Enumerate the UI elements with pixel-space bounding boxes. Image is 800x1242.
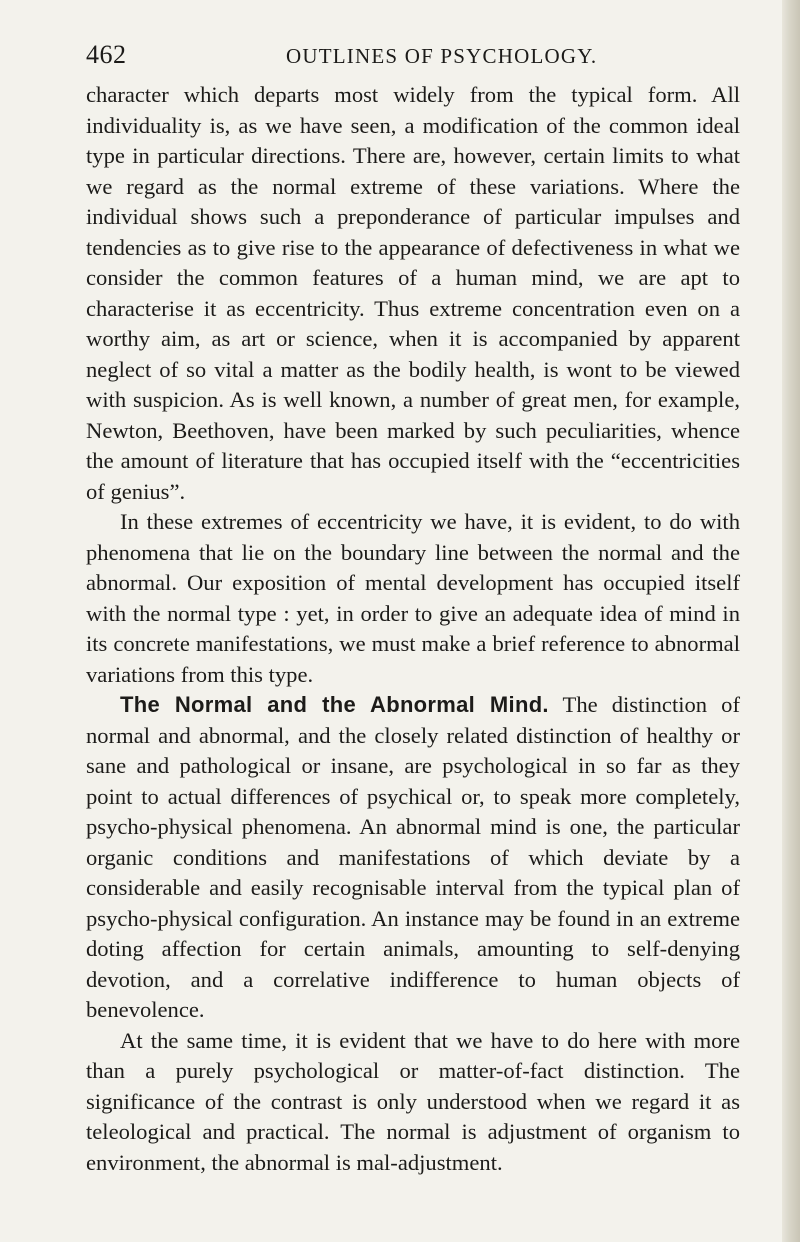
running-head: OUTLINES OF PSYCHOLOGY. [286,44,598,68]
section-heading: The Normal and the Abnormal Mind. [120,692,549,717]
page-number: 462 [86,40,127,69]
paragraph-eccentricity: character which departs most widely from the typical form. All individuality is, as we have seen, a modification of the common ideal type in particular directions. There are, however, certain limits to what we regard as the normal extreme of these variations. Where the individual shows such a preponderance of particular impulses and tendencies as to give rise to the appearance of defectiveness in what we consider the common features of a human mind, we are apt to characterise it as eccentricity. Thus extreme concentration even on a worthy aim, as art or science, when it is accompanied by apparent neglect of so vital a matter as the bodily health, is wont to be viewed with suspicion. As is well known, a number of great men, for example, Newton, Beethoven, have been marked by such peculiarities, whence the amount of literature that has occupied itself with the “eccentricities of genius”. [86,82,740,504]
paragraph-normal-abnormal-text: The distinction of normal and abnormal, and the closely related distinction of healthy or sane and pathological or insane, are psychological in so far as they point to actual differences of psychical or, to speak more completely, psycho-physical phenomena. An abnormal mind is one, the particular organic conditions and manifestations of which deviate by a considerable and easily recognisable interval from the typical plan of psycho-physical configuration. An instance may be found in an extreme doting affection for certain animals, amounting to self-denying devotion, and a correlative indifference to human objects of benevolence. [86,692,740,1022]
paragraph-teleological: At the same time, it is evident that we have to do here with more than a purely psychological or matter-of-fact distinction. The significance of the contrast is only understood when we regard it as teleological and practical. The normal is adjustment of organism to environment, the abnormal is mal-adjustment. [86,1027,740,1175]
body-text [86,80,740,1178]
page-edge-shadow [782,0,800,1242]
page-header [86,40,740,72]
paragraph-normal-abnormal [86,690,740,1026]
paragraph-boundary: In these extremes of eccentricity we have, it is evident, to do with phenomena that lie on the boundary line between the normal and the abnormal. Our exposition of mental development has occupied itself with the normal type : yet, in order to give an adequate idea of mind in its concrete manifestations, we must make a brief reference to abnormal variations from this type. [86,509,740,687]
